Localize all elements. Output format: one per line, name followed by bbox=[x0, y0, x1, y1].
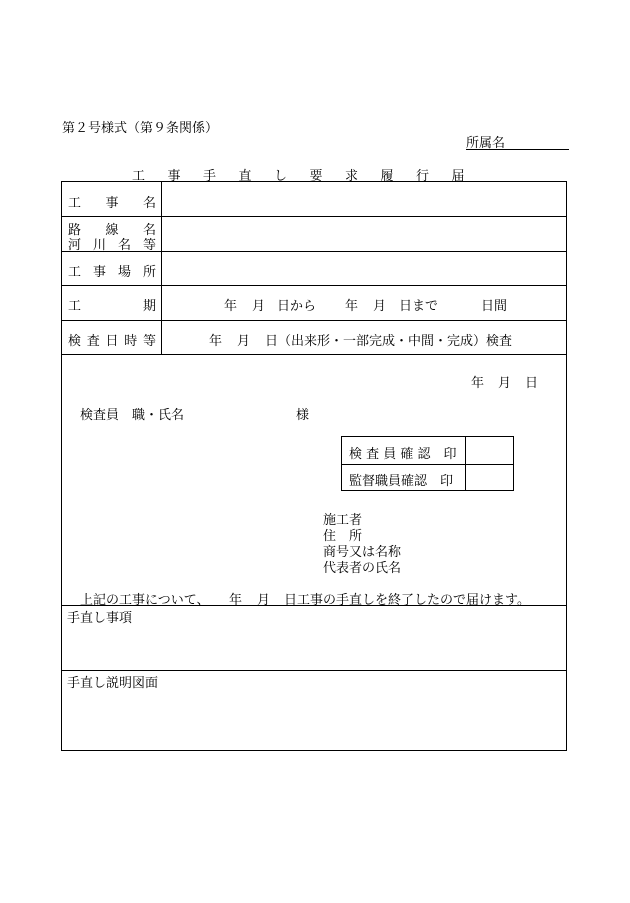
sama-label: 様 bbox=[296, 408, 310, 423]
repair-items-label: 手直し事項 bbox=[67, 611, 133, 626]
period-until: 日まで bbox=[399, 299, 439, 314]
statement-month: 月 bbox=[257, 593, 271, 608]
contractor-address-label: 住 所 bbox=[323, 529, 363, 544]
site-label: 工 事 場 所 bbox=[68, 265, 156, 280]
period-month: 月 bbox=[252, 299, 266, 314]
river-name-label: 河 川 名 等 bbox=[68, 238, 156, 253]
period-days: 日間 bbox=[481, 299, 508, 314]
repair-drawings-field[interactable] bbox=[62, 687, 566, 750]
form-table bbox=[61, 181, 567, 751]
inspector-confirm-label: 検 査 員 確 認 印 bbox=[349, 447, 457, 462]
notice-year: 年 bbox=[471, 376, 485, 391]
supervisor-stamp-cell[interactable] bbox=[465, 464, 515, 491]
route-name-field[interactable] bbox=[162, 217, 566, 251]
period-label: 工 期 bbox=[68, 299, 156, 314]
route-name-label: 路 線 名 bbox=[68, 223, 156, 238]
notice-month: 月 bbox=[498, 376, 512, 391]
form-title: 工事手直し要求履行届 bbox=[132, 169, 488, 184]
notice-day: 日 bbox=[525, 376, 539, 391]
period-from: 日から bbox=[277, 299, 317, 314]
repair-items-field[interactable] bbox=[62, 622, 566, 669]
affiliation-label: 所属名 bbox=[466, 136, 506, 151]
contractor-representative-label: 代表者の氏名 bbox=[323, 561, 402, 576]
inspection-label: 検 査 日 時 等 bbox=[68, 334, 156, 349]
construction-name-field[interactable] bbox=[162, 182, 566, 216]
period-month2: 月 bbox=[373, 299, 387, 314]
affiliation-field[interactable] bbox=[466, 134, 569, 150]
construction-name-label: 工 事 名 bbox=[68, 196, 156, 211]
statement-year: 年 bbox=[229, 593, 243, 608]
contractor-company-label: 商号又は名称 bbox=[323, 545, 402, 560]
repair-drawings-label: 手直し説明図面 bbox=[67, 676, 159, 691]
inspection-year: 年 bbox=[209, 334, 223, 349]
inspection-month: 月 bbox=[237, 334, 251, 349]
confirmation-box bbox=[341, 436, 514, 491]
period-year: 年 bbox=[224, 299, 238, 314]
statement-prefix: 上記の工事について、 bbox=[80, 593, 210, 608]
statement-suffix: 日工事の手直しを終了したので届けます。 bbox=[284, 593, 530, 608]
form-number: 第２号様式（第９条関係） bbox=[62, 121, 219, 136]
period-year2: 年 bbox=[345, 299, 359, 314]
contractor-label: 施工者 bbox=[323, 513, 363, 528]
site-field[interactable] bbox=[162, 252, 566, 285]
inspector-label: 検査員 職・氏名 bbox=[80, 408, 185, 423]
inspector-stamp-cell[interactable] bbox=[465, 437, 515, 464]
supervisor-confirm-label: 監督職員確認 印 bbox=[349, 474, 454, 489]
inspection-detail: 日（出来形・一部完成・中間・完成）検査 bbox=[265, 334, 513, 349]
